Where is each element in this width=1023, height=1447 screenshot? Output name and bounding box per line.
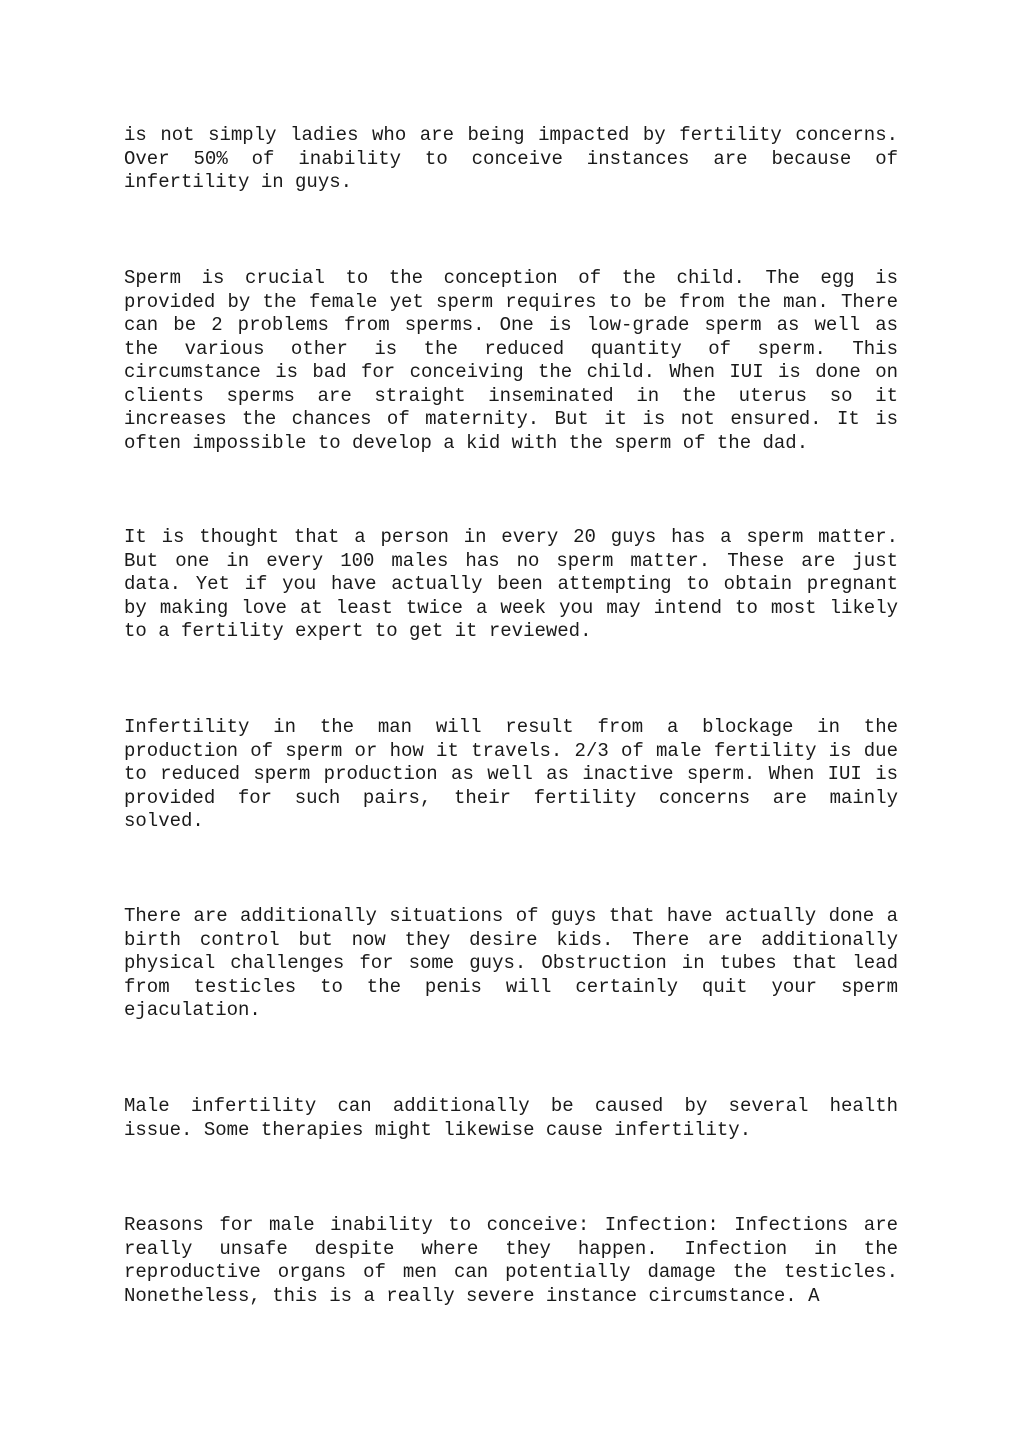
paragraph-health-issues: Male infertility can additionally be caused by several health issue. Some therapies might likewise cause infertility. xyxy=(124,1095,898,1141)
paragraph-sperm-count-statistics: It is thought that a person in every 20 guys has a sperm matter. But one in every 100 males has no sperm matter. These are just data. Yet if you have actually been attempting to obtain pregnant by making love at least twice a week you may intend to most likely to a fertility expert to get it reviewed. xyxy=(124,526,898,642)
paragraph-sperm-conception: Sperm is crucial to the conception of the child. The egg is provided by the female yet sperm requires to be from the man. There can be 2 problems from sperms. One is low-grade sperm as well as the various other is the reduced quantity of sperm. This circumstance is bad for conceiving the child. When IUI is done on clients sperms are straight inseminated in the uterus so it increases the chances of maternity. But it is not ensured. It is often impossible to develop a kid with the sperm of the dad. xyxy=(124,267,898,454)
paragraph-male-infertility-intro: is not simply ladies who are being impacted by fertility concerns. Over 50% of inability to conceive instances are because of infertility in guys. xyxy=(124,124,898,193)
paragraph-sperm-production-blockage: Infertility in the man will result from a blockage in the production of sperm or how it travels. 2/3 of male fertility is due to reduced sperm production as well as inactive sperm. When IUI is provided for such pairs, their fertility concerns are mainly solved. xyxy=(124,716,898,832)
paragraph-reasons-infection: Reasons for male inability to conceive: Infection: Infections are really unsafe despite where they happen. Infection in the reproductive organs of men can potentially damage the testicles. Nonetheless, this is a really severe instance circumstance. A xyxy=(124,1214,898,1307)
paragraph-physical-challenges: There are additionally situations of guys that have actually done a birth control but now they desire kids. There are additionally physical challenges for some guys. Obstruction in tubes that lead from testicles to the penis will certainly quit your sperm ejaculation. xyxy=(124,905,898,1021)
